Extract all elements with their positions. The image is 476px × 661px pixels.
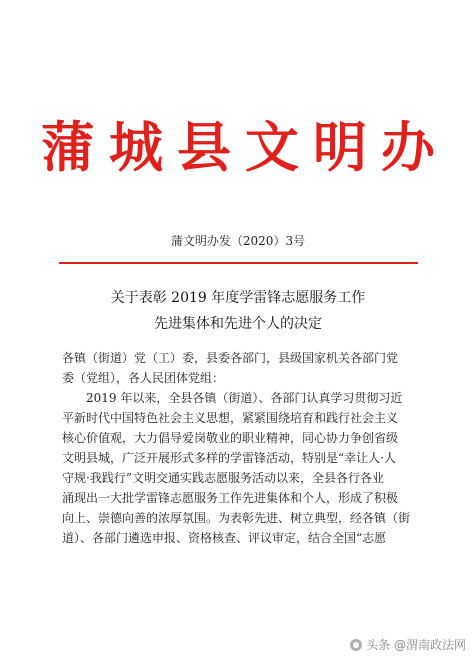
document-number: 蒲文明办发（2020）3号 xyxy=(170,234,306,248)
document-body xyxy=(62,348,420,548)
document-title-line-1: 关于表彰 2019 年度学雷锋志愿服务工作 xyxy=(110,290,366,306)
camera-icon xyxy=(350,639,362,651)
document-title-line-2: 先进集体和先进个人的决定 xyxy=(154,316,322,332)
issuer-header: 蒲城县文明办 xyxy=(41,115,449,179)
body-line: 守规·我践行”文明交通实践志愿服务活动以来，全县各行各业 xyxy=(62,471,384,485)
body-line: 向上、崇德向善的浓厚氛围。为表彰先进、树立典型，经各镇（街 xyxy=(62,511,411,525)
body-line: 各镇（街道）党（工）委，县委各部门，县级国家机关各部门党 xyxy=(62,351,399,365)
body-line: 平新时代中国特色社会主义思想，紧紧围绕培育和践行社会主义 xyxy=(62,411,399,425)
watermark xyxy=(350,636,466,653)
body-line: 涌现出一大批学雷锋志愿服务工作先进集体和个人，形成了积极 xyxy=(62,491,399,505)
body-line: 文明县城，广泛开展形式多样的学雷锋活动，特别是“幸让人·人 xyxy=(62,451,396,465)
body-line: 道）、各部门遴选申报、资格核查、评议审定，结合全国“志愿 xyxy=(62,531,387,545)
body-line: 委（党组），各人民团体党组： xyxy=(62,371,225,385)
red-divider xyxy=(59,262,418,264)
watermark-text: 头条 @渭南政法网 xyxy=(366,638,466,652)
body-line: 核心价值观，大力倡导爱岗敬业的职业精神，同心协力争创省级 xyxy=(62,431,399,445)
body-line: 2019 年以来，全县各镇（街道）、各部门认真学习贯彻习近 xyxy=(62,391,403,405)
